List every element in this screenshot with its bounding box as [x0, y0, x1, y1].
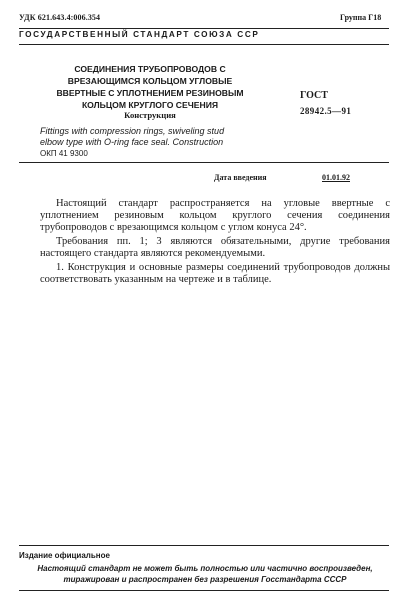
title-line-3: ВВЕРТНЫЕ С УПЛОТНЕНИЕМ РЕЗИНОВЫМ	[56, 88, 244, 98]
english-line-1: Fittings with compression rings, swiveling stud	[40, 126, 225, 136]
paragraph-scope: Настоящий стандарт распространяется на угловые ввертные с уплотнением резиновым кольцом круглого сечения соединения трубопроводов с врезающимся кольцом с углом конуса 24°.	[40, 198, 390, 234]
state-standard-heading: ГОСУДАРСТВЕННЫЙ СТАНДАРТ СОЮЗА ССР	[19, 30, 260, 39]
paragraph-construction: 1. Конструкция и основные размеры соединений трубопроводов должны соответствовать указанным на чертеже и в таблице.	[40, 262, 390, 286]
effective-date-value: 01.01.92	[322, 173, 350, 182]
group-code: Группа Г18	[340, 13, 382, 22]
okp-rule	[19, 162, 389, 163]
standard-title	[40, 63, 260, 111]
english-line-2: elbow type with O-ring face seal. Construction	[40, 137, 224, 147]
notice-line-1: Настоящий стандарт не может быть полностью или частично воспроизведен,	[37, 564, 373, 573]
standard-subtitle: Конструкция	[124, 110, 176, 120]
title-line-4: КОЛЬЦОМ КРУГЛОГО СЕЧЕНИЯ	[81, 100, 219, 110]
okp-code: ОКП 41 9300	[40, 149, 88, 158]
bottom-rule	[19, 590, 389, 591]
gost-number: 28942.5—91	[300, 106, 352, 116]
notice-line-2: тиражирован и распространен без разрешения Госстандарта СССР	[63, 575, 347, 584]
title-line-2: ВРЕЗАЮЩИМСЯ КОЛЬЦОМ УГЛОВЫЕ	[67, 76, 233, 86]
title-line-1: СОЕДИНЕНИЯ ТРУБОПРОВОДОВ С	[74, 64, 226, 74]
effective-date-label: Дата введения	[214, 173, 267, 182]
english-title	[40, 126, 340, 148]
official-edition-label: Издание официальное	[19, 551, 110, 560]
udk-code: УДК 621.643.4:006.354	[19, 13, 101, 22]
paragraph-requirements: Требования пп. 1; 3 являются обязательными, другие требования настоящего стандарта являются рекомендуемыми.	[40, 236, 390, 260]
footer-rule	[19, 545, 389, 546]
gost-label: ГОСТ	[300, 90, 328, 101]
heading-rule	[19, 44, 389, 45]
copyright-notice	[19, 563, 391, 585]
top-rule	[19, 28, 389, 29]
